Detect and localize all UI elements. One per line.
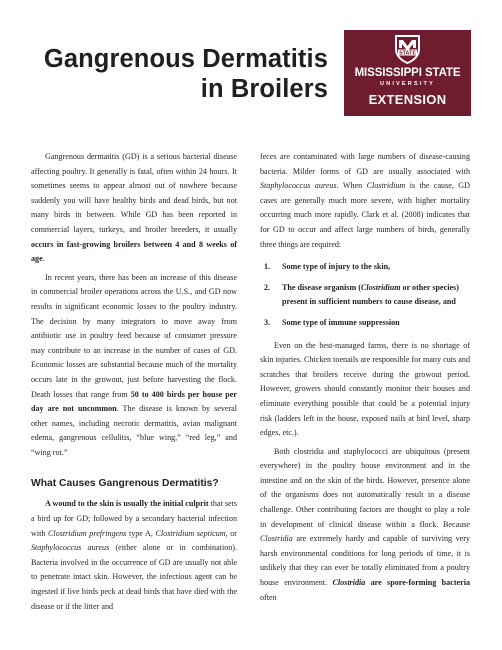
msu-extension-logo bbox=[344, 30, 471, 116]
right-paragraph-1: feces are contaminated with large numbers of disease-causing bacteria. Milder forms of GD are usually associated with Staphylococcus aureus. When Clostridium is the cause, GD cases are generally much more severe, with higher mortality occurring much more rapidly. Clark et al. (2008) indicates that for GD to occur and affect large numbers of birds, generally three things are required: bbox=[260, 152, 470, 249]
logo-line-1: MISSISSIPPI STATE bbox=[354, 67, 461, 79]
left-paragraph-3: A wound to the skin is usually the initial culprit that sets a bird up for GD; followed by a secondary bacterial infection with Clostridium prefringens type A, Clostridium septicum, or Staphylococcus aureus (either alone or in combination). Bacteria involved in the occurrence of GD are usually not able to penetrate intact skin. However, the infectious agent can be ingested if live birds peck at dead birds that have died with the disease or if the litter and bbox=[31, 499, 238, 611]
logo-line-2: UNIVERSITY bbox=[379, 81, 435, 87]
list-item: 1. Some type of injury to the skin, bbox=[264, 262, 391, 272]
right-paragraph-3: Both clostridia and staphylococci are ubiquitous (present everywhere) in the poultry house environment and in the intestine and on the skin of the birds. However, presence alone of the organisms does not automatically result in a disease challenge. Other contributing factors are thought to play a role in development of clinical disease within a flock. Because Clostridia are extremely hardy and capable of surviving very harsh environmental conditions for long periods of time, it is unlikely that they can ever be totally eliminated from a poultry house environment. Clostridia are spore-forming bacteria often bbox=[260, 446, 470, 602]
logo-line-3: EXTENSION bbox=[368, 92, 447, 107]
right-column bbox=[260, 150, 470, 605]
section-heading: What Causes Gangrenous Dermatitis? bbox=[31, 478, 219, 490]
document-title bbox=[44, 44, 328, 104]
left-paragraph-2: In recent years, there has been an increase of this disease in commercial broiler operations across the U.S., and GD now results in significant economic losses to the poultry industry. The decision by many integrators to move away from antibiotic use in poultry feed because of consumer pressure may contribute to an increase in the number of cases of GD. Economic losses are substantial because much of the mortality occurs late in the growout, just before harvesting the flock. Death losses that range from 50 to 400 birds per house per day are not uncommon. The disease is known by several other names, including necrotic dermatitis, avian malignant edema, gangrenous cellulitis, “blue wing,” “red leg,” and “wing rot.” bbox=[31, 272, 237, 457]
list-item: 2. The disease organism (Clostridium or other species) present in sufficient numbers to cause disease, and bbox=[264, 282, 459, 307]
left-column bbox=[31, 150, 237, 614]
title-line-2: in Broilers bbox=[200, 75, 328, 103]
list-item: 3. Some type of immune suppression bbox=[264, 317, 400, 327]
left-paragraph-1: Gangrenous dermatitis (GD) is a serious bacterial disease affecting poultry. It generally is fatal, often within 24 hours. It sometimes seems to appear almost out of nowhere because suddenly you will have healthy birds and dead birds, but not many birds in between. While GD has been reported in commercial layers, turkeys, and broiler breeders, it usually occurs in fast-growing broilers between 4 and 8 weeks of age. bbox=[31, 152, 237, 264]
state-seal-icon bbox=[393, 34, 422, 65]
title-line-1: Gangrenous Dermatitis bbox=[43, 45, 328, 73]
seal-state-text: STATE bbox=[399, 50, 416, 57]
right-paragraph-2: Even on the best-managed farms, there is no shortage of skin injuries. Chicken toenails are responsible for many cuts and scratches that broilers receive during the growout period. However, growers should constantly monitor their houses and eliminate everything possible that could be a potential injury risk (ladders left in the house, exposed nails at bird level, sharp edges, etc.). bbox=[260, 340, 470, 438]
requirements-list bbox=[260, 260, 470, 330]
